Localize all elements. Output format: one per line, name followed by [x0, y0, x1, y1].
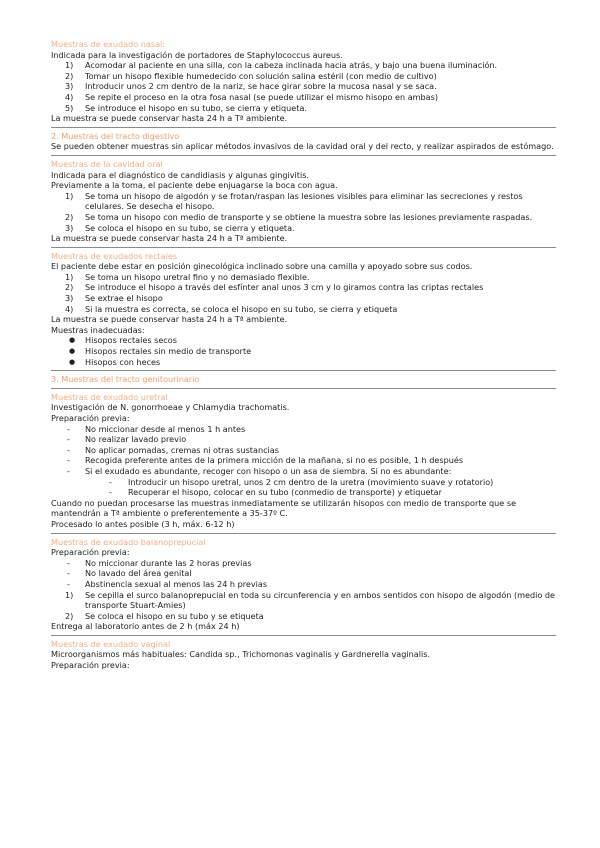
uretral-sub-list	[51, 477, 556, 498]
list-item: 5) Se introduce el hisopo en su tubo, se cierra y etiqueta.	[65, 102, 307, 113]
list-item: - Abstinencia sexual al menos las 24 h previas	[67, 578, 268, 589]
balano-steps	[51, 590, 556, 622]
section-oral	[51, 159, 556, 248]
oral-title: Muestras de la cavidad oral	[51, 158, 163, 169]
uretral-note-1: Cuando no puedan procesarse las muestras inmediatamente se utilizarán hisopos con medio de transporte que se mantendrán a Tª ambiente o preferentemente a 35-37º C.	[51, 497, 517, 519]
section-uretral	[51, 392, 556, 534]
uretral-intro: Investigación de N. gonorrhoeae y Chlamydia trachomatis.	[51, 402, 290, 413]
list-item: 1) Se toma un hisopo de algodón y se frotan/raspan las lesiones visibles para eliminar las secreciones y restos celulares. Se desecha el hisopo.	[65, 190, 523, 212]
uretral-note-2: Procesado lo antes posible (3 h, máx. 6-12 h)	[51, 518, 235, 529]
oral-intro-1: Indicada para el diagnóstico de candidiasis y algunas gingivitis.	[51, 169, 310, 180]
list-item: 1) Se toma un hisopo uretral fino y no demasiado flexible.	[65, 271, 310, 282]
rectal-steps	[51, 272, 556, 314]
list-item: ● Hisopos rectales sin medio de transporte	[69, 346, 252, 357]
balano-prep-label: Preparación previa:	[51, 547, 130, 558]
uretral-title: Muestras de exudado uretral	[51, 391, 168, 402]
list-item: 3) Introducir unos 2 cm dentro de la nariz, se hace girar sobre la mucosa nasal y se saca.	[65, 81, 437, 92]
list-item: - Recuperar el hisopo, colocar en su tubo (conmedio de transporte) y etiquetar	[109, 487, 442, 498]
rectal-intro: El paciente debe estar en posición ginecológica inclinado sobre una camilla y apoyado sobre sus codos.	[51, 261, 473, 272]
digestivo-title: 2. Muestras del tracto digestivo	[51, 130, 180, 141]
list-item: - Recogida preferente antes de la primera micción de la mañana, si no es posible, 1 h después	[67, 455, 464, 466]
vaginal-intro: Microorganismos más habituales: Candida sp., Trichomonas vaginalis y Gardnerella vaginalis.	[51, 649, 431, 660]
list-item: 2) Se coloca el hisopo en su tubo y se etiqueta	[65, 610, 264, 621]
list-item: - No realizar lavado previo	[67, 434, 187, 445]
list-item: 2) Se introduce el hisopo a través del esfínter anal unos 3 cm y lo giramos contra las criptas rectales	[65, 282, 484, 293]
oral-steps	[51, 191, 556, 233]
genitourinario-title: 3. Muestras del tracto genitourinario	[51, 374, 200, 385]
list-item: ● Hisopos rectales secos	[69, 335, 177, 346]
section-balanoprepucial	[51, 537, 556, 636]
list-item: 2) Se toma un hisopo con medio de transporte y se obtiene la muestra sobre las lesiones previamente raspadas.	[65, 211, 533, 222]
document-page	[51, 39, 556, 671]
nasal-steps	[51, 60, 556, 113]
list-item: - No lavado del área genital	[67, 568, 192, 579]
balano-prep-list	[51, 558, 556, 590]
nasal-intro: Indicada para la investigación de portadores de Staphylococcus aureus.	[51, 49, 343, 60]
rectal-inadequate-list	[51, 335, 556, 367]
oral-intro-2: Previamente a la toma, el paciente debe enjuagarse la boca con agua.	[51, 180, 338, 191]
uretral-prep-label: Preparación previa:	[51, 413, 130, 423]
balano-title: Muestras de exudado balanoprepucial	[51, 536, 206, 547]
list-item: ● Hisopos con heces	[69, 356, 161, 367]
rectal-title: Muestras de exudados rectales	[51, 250, 178, 261]
list-item: - No miccionar desde al menos 1 h antes	[67, 423, 246, 434]
list-item: 1) Acomodar al paciente en una silla, con la cabeza inclinada hacia atrás, y bajo una buena iluminación.	[65, 60, 498, 71]
list-item: - Introducir un hisopo uretral, unos 2 cm dentro de la uretra (movimiento suave y rotatorio)	[109, 476, 494, 487]
nasal-title: Muestras de exudado nasal:	[51, 39, 166, 49]
section-rectal	[51, 251, 556, 372]
rectal-note: La muestra se puede conservar hasta 24 h a Tª ambiente.	[51, 314, 288, 325]
nasal-note: La muestra se puede conservar hasta 24 h a Tª ambiente.	[51, 113, 288, 124]
list-item: 2) Tomar un hisopo flexible humedecido con solución salina estéril (con medio de cultivo)	[65, 70, 437, 81]
rectal-inadequate-label: Muestras inadecuadas:	[51, 324, 145, 335]
section-genitourinario	[51, 374, 556, 389]
list-item: - Si el exudado es abundante, recoger con hisopo o un asa de siembra. Si no es abundante:	[67, 465, 452, 476]
section-digestivo	[51, 131, 556, 156]
list-item: - No miccionar durante las 2 horas previas	[67, 557, 252, 568]
oral-note: La muestra se puede conservar hasta 24 h a Tª ambiente.	[51, 233, 288, 244]
digestivo-intro: Se pueden obtener muestras sin aplicar métodos invasivos de la cavidad oral y del recto, y realizar aspirados de estómago.	[51, 141, 554, 152]
balano-note: Entrega al laboratorio antes de 2 h (máx 24 h)	[51, 621, 240, 632]
list-item: 3) Se coloca el hisopo en su tubo, se cierra y etiqueta.	[65, 222, 295, 233]
list-item: 1) Se cepilla el surco balanoprepucial en toda su circunferencia y en ambos sentidos con hisopo de algodón (medio de transporte Stuart-Amies)	[65, 589, 556, 611]
section-vaginal	[51, 639, 556, 671]
list-item: 3) Se extrae el hisopo	[65, 293, 163, 304]
list-item: - No aplicar pomadas, cremas ni otras sustancias	[67, 444, 279, 455]
vaginal-title: Muestras de exudado vaginal	[51, 638, 171, 649]
list-item: 4) Se repite el proceso en la otra fosa nasal (se puede utilizar el mismo hisopo en ambas)	[65, 91, 439, 102]
section-nasal	[51, 39, 556, 128]
uretral-prep-list	[51, 424, 556, 477]
vaginal-prep-label: Preparación previa:	[51, 660, 130, 671]
list-item: 4) Si la muestra es correcta, se coloca el hisopo en su tubo, se cierra y etiqueta	[65, 303, 398, 314]
